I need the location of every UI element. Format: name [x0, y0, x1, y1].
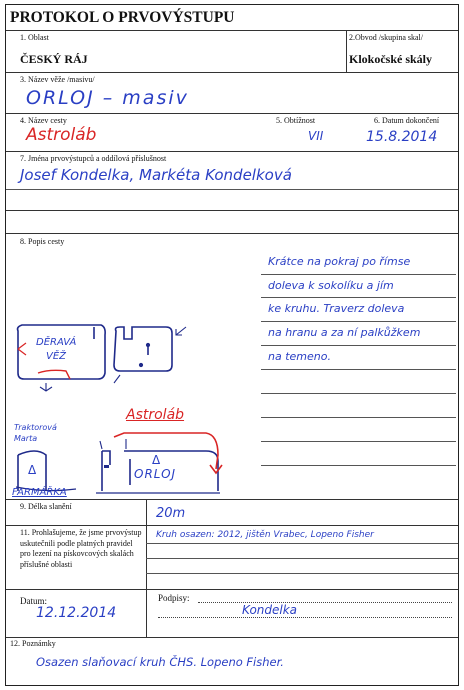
climbers-label: 7. Jména prvovýstupců a oddílová příslušnost: [20, 154, 167, 163]
ruled-line: [261, 393, 456, 394]
ruled-line: [146, 543, 458, 544]
arrow-icon: [176, 327, 186, 335]
district-value: Klokočské skály: [349, 52, 433, 66]
completed-label: 6. Datum dokončení: [374, 116, 440, 125]
divider: [146, 499, 147, 525]
rappel-label: 9. Délka slanění: [20, 502, 72, 511]
elevation-sketch: [18, 451, 218, 491]
sketch-route-label: Astroláb: [126, 407, 185, 423]
description-line-1: Krátce na pokraj po římse: [268, 255, 411, 268]
divider: [6, 233, 458, 234]
description-line-4: na hranu a za ní palkůžkem: [268, 326, 421, 339]
date-value: 12.12.2014: [36, 605, 117, 621]
declaration-label: 11. Prohlašujeme, že jsme prvovýstup uskutečnili podle platných pravidel pro lezení na pískovcových skalách příslušné oblasti: [20, 528, 142, 569]
signatures-value: Kondelka: [242, 603, 298, 617]
description-line-2: doleva k sokolíku a jím: [268, 279, 394, 292]
ruled-line: [261, 465, 456, 466]
divider: [6, 210, 458, 211]
completed-value: 15.8.2014: [366, 129, 438, 145]
divider: [6, 151, 458, 152]
divider: [6, 30, 458, 31]
arrow-icon: [18, 343, 26, 355]
divider: [146, 525, 147, 589]
route-label: 4. Název cesty: [20, 116, 67, 125]
declaration-value: Kruh osazen: 2012, jištěn Vrabec, Lopeno Fisher: [156, 530, 374, 540]
signature-line: [158, 617, 452, 618]
sketch-left-letter: Δ: [28, 463, 37, 477]
ruled-line: [261, 345, 456, 346]
rappel-value: 20m: [156, 506, 186, 521]
area-label: 1. Oblast: [20, 33, 49, 42]
massif-outline-orloj: [114, 327, 172, 371]
form-title: PROTOKOL O PRVOVÝSTUPU: [10, 9, 235, 26]
arrow-icon: [40, 383, 52, 391]
sketch-bottom-label: FARMÁŘKA: [12, 487, 67, 498]
description-line-5: na temeno.: [268, 350, 331, 363]
area-value: ČESKÝ RÁJ: [20, 52, 88, 66]
ruled-line: [261, 321, 456, 322]
date-label: Datum:: [20, 596, 47, 606]
writing-line: [6, 189, 458, 190]
divider: [6, 589, 458, 590]
difficulty-label: 5. Obtížnost: [276, 116, 316, 125]
sketch-tower-label-2: VĚŽ: [46, 351, 67, 362]
district-label: 2.Obvod /skupina skal/: [349, 33, 423, 42]
divider: [6, 637, 458, 638]
ruled-line: [261, 417, 456, 418]
route-sketch: [6, 305, 256, 495]
ruled-line: [146, 558, 458, 559]
tower-label: 3. Název věže /masivu/: [20, 75, 95, 84]
description-line-3: ke kruhu. Traverz doleva: [268, 302, 405, 315]
ruled-line: [261, 441, 456, 442]
route-line-map: [38, 370, 70, 379]
route-value: Astroláb: [26, 125, 97, 145]
sketch-center-letter: Δ: [152, 453, 161, 467]
signatures-label: Podpisy:: [158, 593, 190, 603]
sketch-left-label-1: Traktorová: [14, 423, 57, 432]
divider: [6, 72, 458, 73]
divider: [146, 589, 147, 637]
tower-value: ORLOJ – masiv: [26, 87, 189, 109]
ruled-line: [146, 573, 458, 574]
difficulty-value: VII: [308, 129, 324, 143]
climbers-value: Josef Kondelka, Markéta Kondelková: [20, 166, 292, 184]
signature-line: [198, 602, 452, 603]
sketch-massif-label: ORLOJ: [134, 467, 177, 481]
sketch-tower-label-1: DĚRAVÁ: [36, 337, 77, 348]
ruled-line: [261, 274, 456, 275]
divider: [346, 30, 347, 72]
divider: [6, 499, 458, 500]
ruled-line: [261, 297, 456, 298]
description-label: 8. Popis cesty: [20, 237, 65, 246]
ruled-line: [261, 369, 456, 370]
notes-label: 12. Poznámky: [10, 639, 56, 648]
divider: [6, 113, 458, 114]
notes-value: Osazen slaňovací kruh ČHS. Lopeno Fisher.: [36, 655, 284, 669]
divider: [6, 525, 458, 526]
sketch-left-label-2: Marta: [14, 434, 38, 443]
first-ascent-protocol-form: [5, 4, 459, 686]
